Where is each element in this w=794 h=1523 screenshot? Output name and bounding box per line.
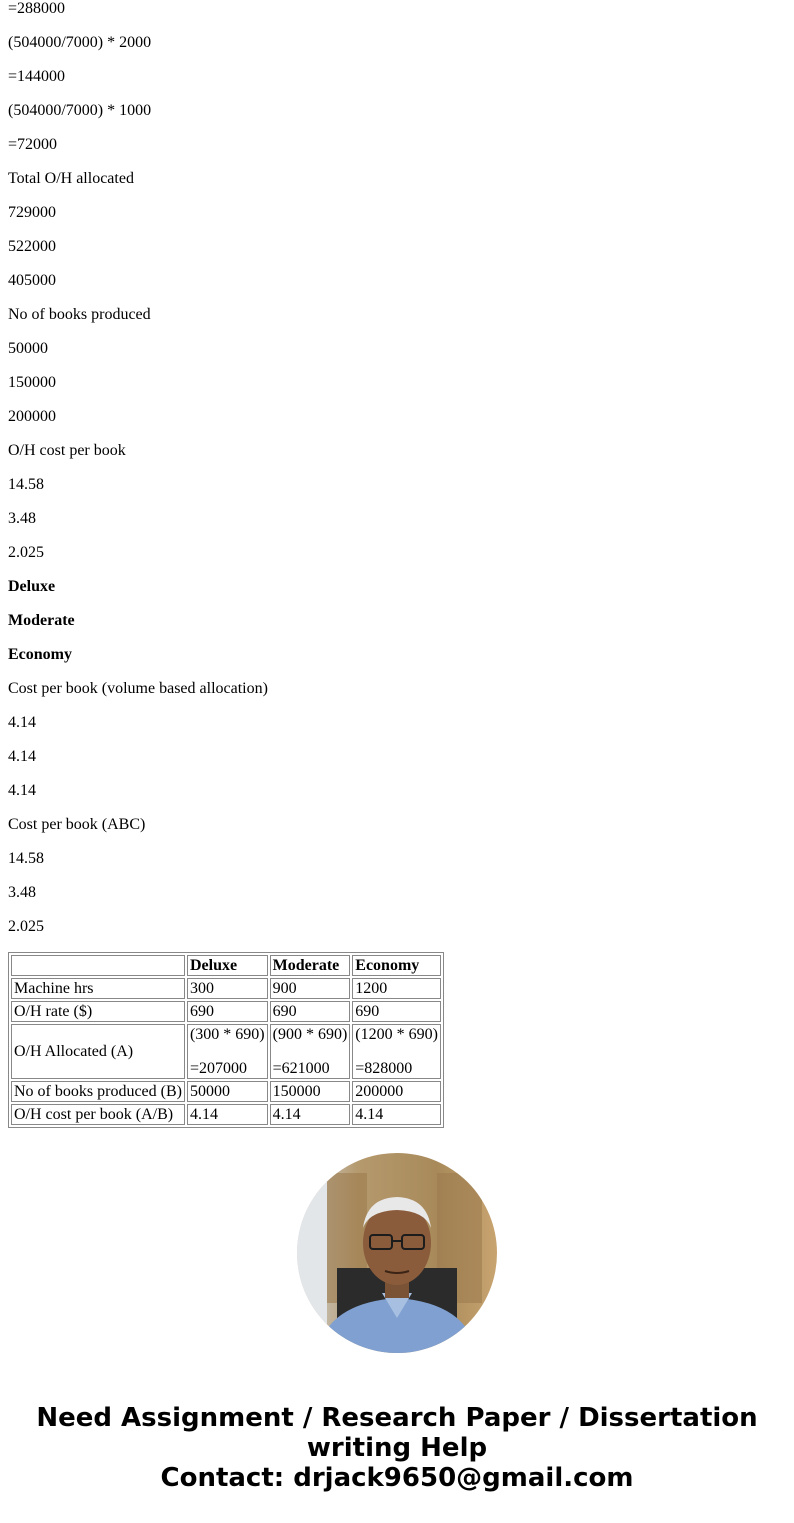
solution-line: Cost per book (ABC) xyxy=(8,816,146,833)
table-cell-text: 690 xyxy=(189,1003,214,1020)
table-cell xyxy=(270,1081,351,1102)
table-cell xyxy=(187,1024,268,1079)
table-cell xyxy=(187,1104,268,1125)
table-cell xyxy=(270,1001,351,1022)
table-cell-text: 1200 xyxy=(355,980,388,997)
table-cell-text: 4.14 xyxy=(189,1106,218,1123)
promo-contact: Contact: drjack9650@gmail.com xyxy=(160,1463,634,1493)
table-cell-text: 690 xyxy=(355,1003,380,1020)
solution-line: 729000 xyxy=(8,204,56,221)
solution-line: (504000/7000) * 1000 xyxy=(8,102,152,119)
solution-line: 3.48 xyxy=(8,884,36,901)
solution-line: (504000/7000) * 2000 xyxy=(8,34,152,51)
table-cell-text: =621000 xyxy=(272,1060,330,1077)
table-cell-text: 300 xyxy=(189,980,214,997)
table-cell-text: (300 * 690) xyxy=(189,1026,265,1043)
table-header-cell: Economy xyxy=(352,955,441,976)
solution-line: Cost per book (volume based allocation) xyxy=(8,680,268,697)
table-cell-text: 150000 xyxy=(272,1083,321,1100)
solution-line: 4.14 xyxy=(8,714,36,731)
table-cell-text: 50000 xyxy=(189,1083,230,1100)
table-cell xyxy=(187,978,268,999)
table-cell-text: =828000 xyxy=(355,1060,413,1077)
solution-lines xyxy=(8,0,786,936)
table-row-label: Machine hrs xyxy=(11,978,185,999)
overhead-table xyxy=(8,952,444,1128)
solution-line: =144000 xyxy=(8,68,66,85)
solution-line: 14.58 xyxy=(8,476,44,493)
solution-line: =288000 xyxy=(8,0,66,17)
table-cell xyxy=(352,1081,441,1102)
table-cell-text: 4.14 xyxy=(272,1106,301,1123)
table-cell xyxy=(352,1001,441,1022)
table-row xyxy=(11,978,441,999)
author-avatar xyxy=(297,1153,497,1353)
table-header-cell xyxy=(11,955,185,976)
table-row xyxy=(11,1024,441,1079)
table-row-label: O/H rate ($) xyxy=(11,1001,185,1022)
solution-line: 4.14 xyxy=(8,748,36,765)
table-row-label: O/H cost per book (A/B) xyxy=(11,1104,185,1125)
solution-line: O/H cost per book xyxy=(8,442,126,459)
table-cell-text: (1200 * 690) xyxy=(355,1026,438,1043)
table-cell-text: 690 xyxy=(272,1003,297,1020)
promo-line-1: Need Assignment / Research Paper / Dissertation xyxy=(36,1403,758,1433)
table-header-cell: Moderate xyxy=(270,955,351,976)
table-cell-text: 900 xyxy=(272,980,297,997)
promo-line-2: writing Help xyxy=(306,1433,488,1463)
solution-line: 4.14 xyxy=(8,782,36,799)
solution-line: Economy xyxy=(8,646,72,663)
solution-line: 405000 xyxy=(8,272,56,289)
table-cell xyxy=(352,978,441,999)
solution-line: 14.58 xyxy=(8,850,44,867)
solution-content xyxy=(8,0,786,1128)
solution-line: =72000 xyxy=(8,136,58,153)
table-cell xyxy=(187,1081,268,1102)
table-cell xyxy=(270,1024,351,1079)
table-cell xyxy=(352,1104,441,1125)
solution-line: 150000 xyxy=(8,374,56,391)
table-row xyxy=(11,1081,441,1102)
solution-line: No of books produced xyxy=(8,306,151,323)
table-cell-text: 200000 xyxy=(355,1083,404,1100)
table-cell xyxy=(352,1024,441,1079)
table-row-label: No of books produced (B) xyxy=(11,1081,185,1102)
table-cell xyxy=(187,1001,268,1022)
solution-line: 2.025 xyxy=(8,918,44,935)
solution-line: 2.025 xyxy=(8,544,44,561)
solution-line: Deluxe xyxy=(8,578,56,595)
author-photo-icon xyxy=(297,1153,497,1353)
table-header-cell: Deluxe xyxy=(187,955,268,976)
solution-line: 200000 xyxy=(8,408,56,425)
solution-line: 522000 xyxy=(8,238,56,255)
table-cell-text: =207000 xyxy=(189,1060,247,1077)
table-cell-text: (900 * 690) xyxy=(272,1026,348,1043)
solution-line: 3.48 xyxy=(8,510,36,527)
table-header-row xyxy=(11,955,441,976)
table-cell xyxy=(270,1104,351,1125)
table-cell-text: 4.14 xyxy=(355,1106,384,1123)
solution-line: Moderate xyxy=(8,612,75,629)
table-row-label: O/H Allocated (A) xyxy=(11,1024,185,1079)
table-row xyxy=(11,1104,441,1125)
table-row xyxy=(11,1001,441,1022)
promo-banner xyxy=(0,1403,794,1493)
solution-line: 50000 xyxy=(8,340,48,357)
solution-line: Total O/H allocated xyxy=(8,170,134,187)
table-cell xyxy=(270,978,351,999)
